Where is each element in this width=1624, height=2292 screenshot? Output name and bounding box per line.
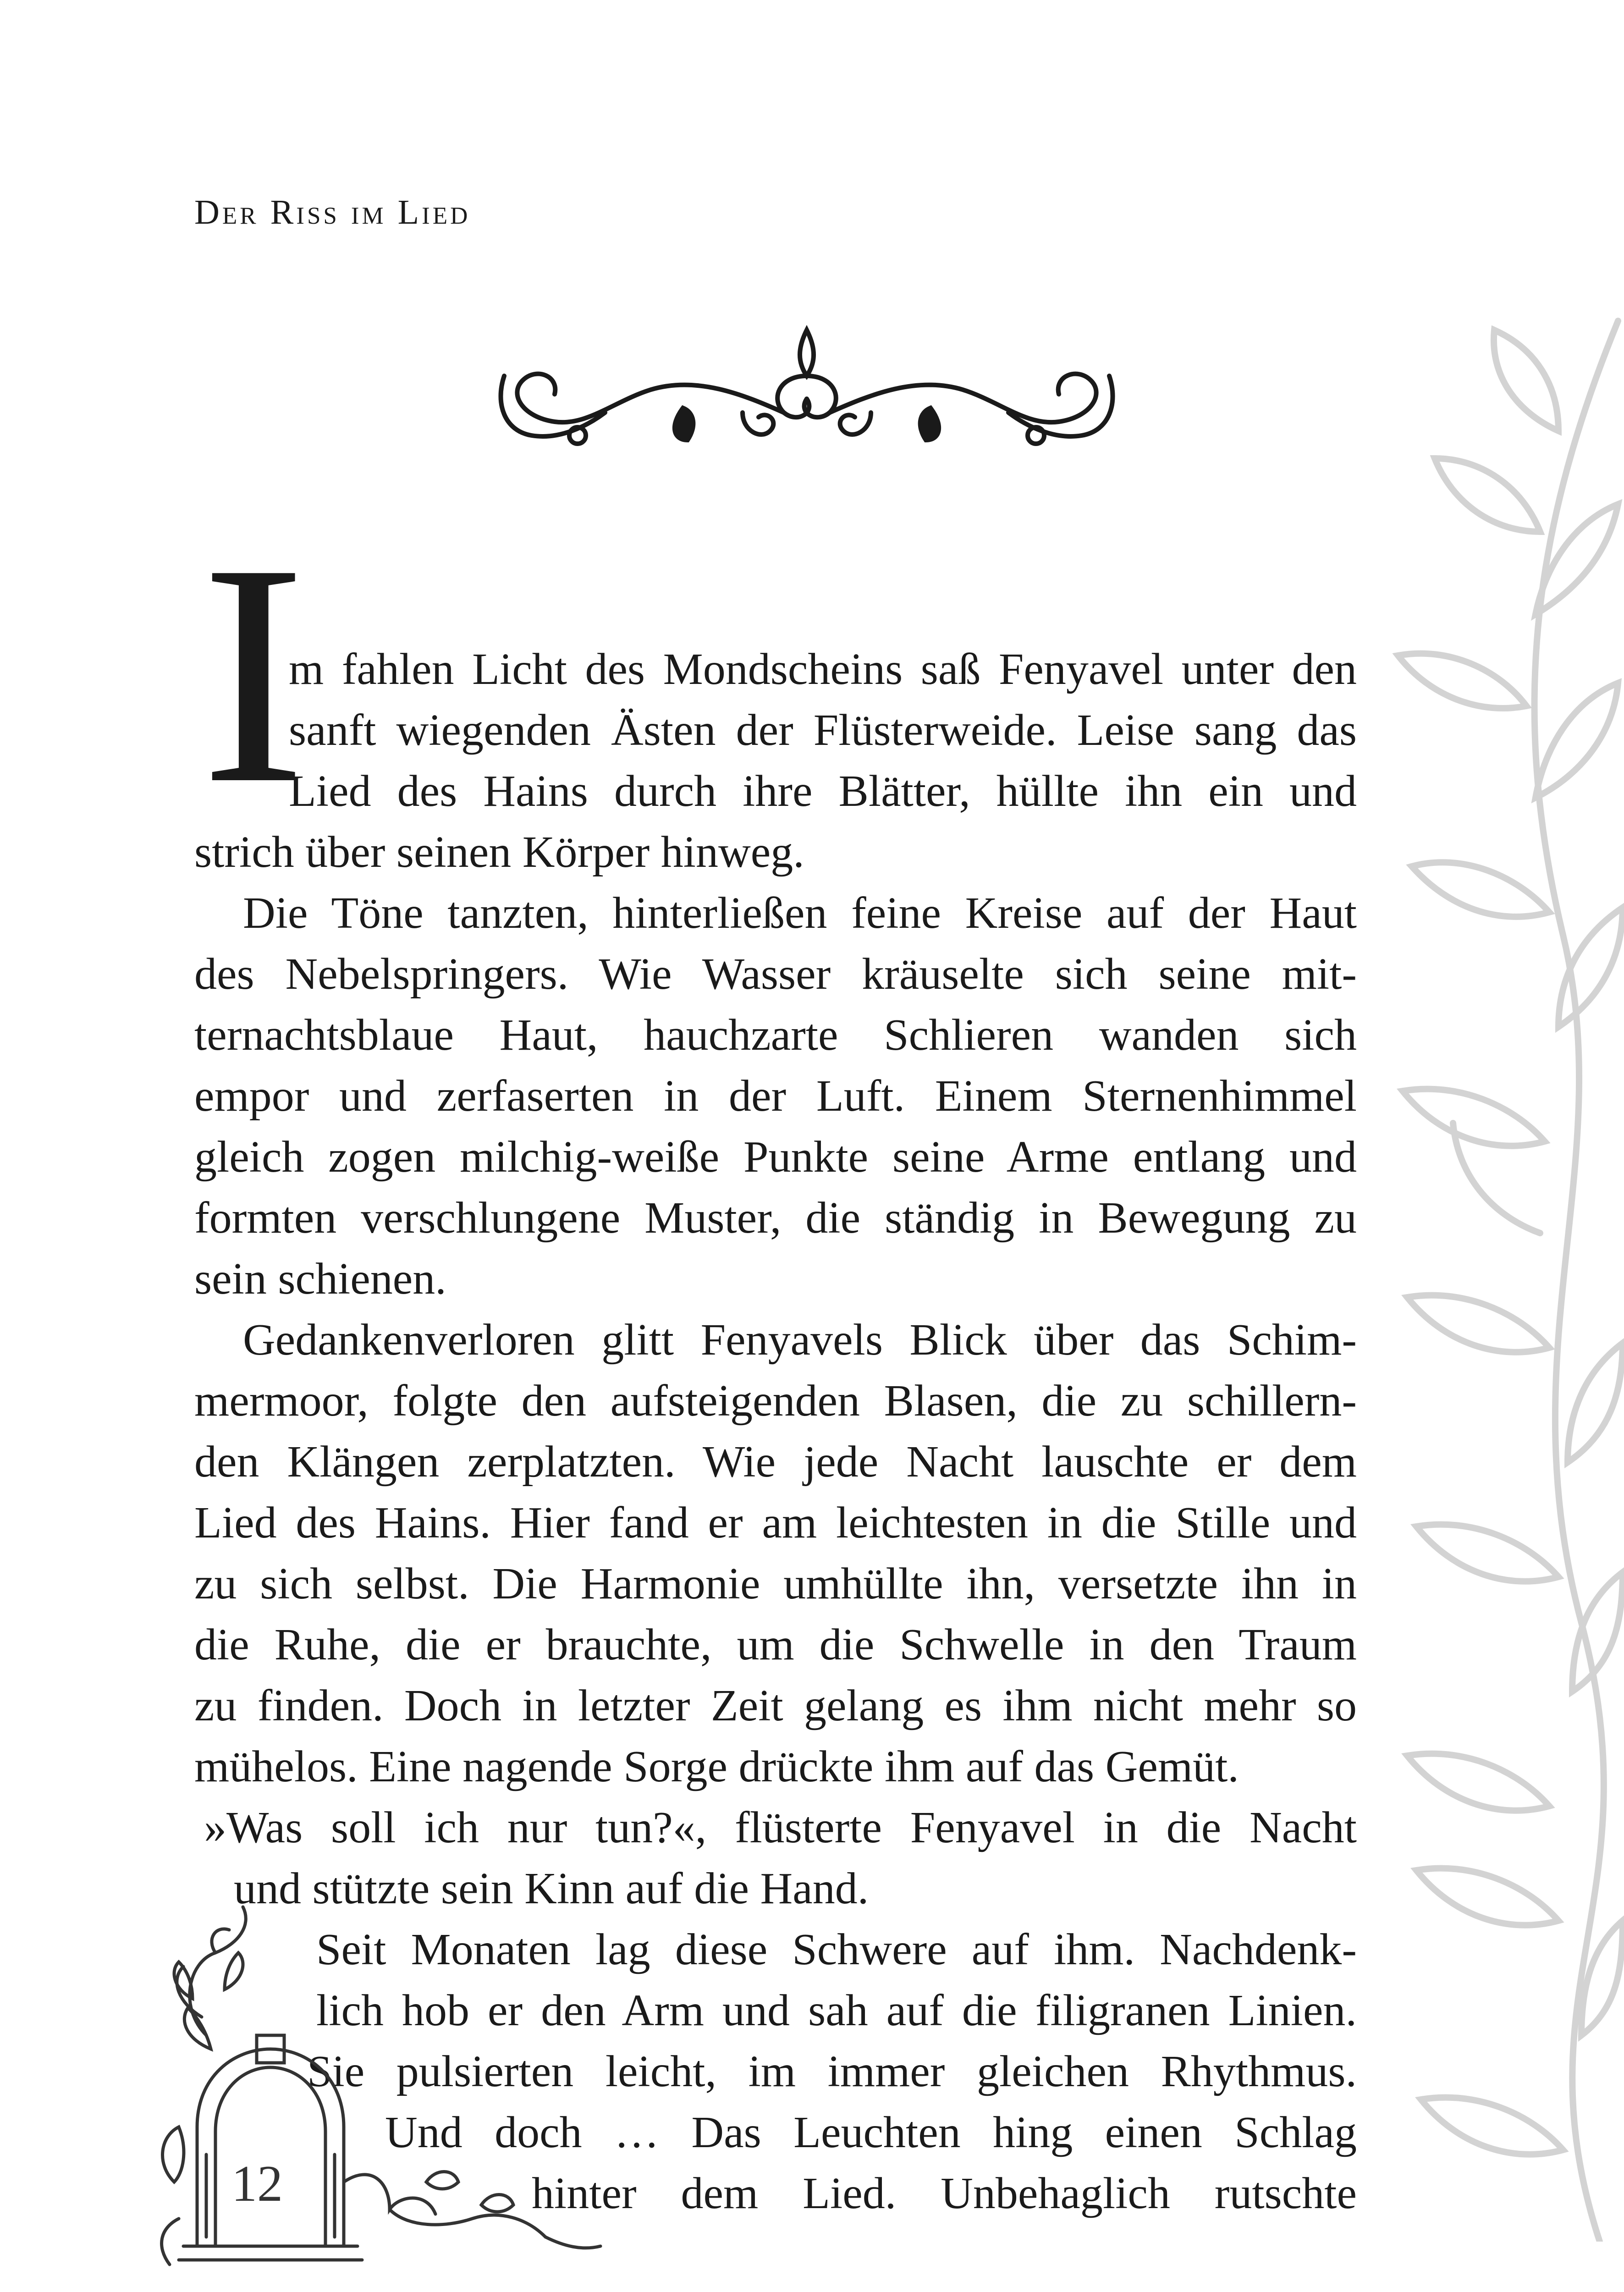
text-line: gleich zogen milchig-weiße Punkte seine Arme entlang und [194,1132,1357,1182]
text-line: zu sich selbst. Die Harmonie umhüllte ihn, versetzte ihn in [194,1559,1357,1609]
text-line: Lied des Hains durch ihre Blätter, hüllte ihn ein und [289,766,1357,816]
leaf-branch-decoration [1343,293,1624,2242]
text-line: und stützte sein Kinn auf die Hand. [234,1864,869,1913]
text-line: hinter dem Lied. Unbehaglich rutschte [532,2169,1357,2218]
text-line: die Ruhe, die er brauchte, um die Schwelle in den Traum [194,1620,1357,1669]
text-line: ternachtsblaue Haut, hauchzarte Schlieren wanden sich [194,1010,1357,1060]
text-line: sanft wiegenden Ästen der Flüsterweide. Leise sang das [289,705,1357,755]
text-line: Gedankenverloren glitt Fenyavels Blick über das Schim- [243,1315,1357,1365]
text-line: des Nebelspringers. Wie Wasser kräuselte sich seine mit- [194,949,1357,999]
text-line: formten verschlungene Muster, die ständig in Bewegung zu [194,1193,1357,1243]
text-line: »Was soll ich nur tun?«, flüsterte Fenyavel in die Nacht [204,1803,1357,1852]
text-line: Seit Monaten lag diese Schwere auf ihm. Nachdenk- [316,1925,1357,1974]
text-line: zu finden. Doch in letzter Zeit gelang es ihm nicht mehr so [194,1681,1357,1730]
text-line: Und doch … Das Leuchten hing einen Schlag [385,2108,1357,2157]
drop-cap: I [201,499,306,849]
scroll-ornament [486,321,1128,458]
text-line: den Klängen zerplatzten. Wie jede Nacht lauschte er dem [194,1437,1357,1487]
text-line: mühelos. Eine nagende Sorge drückte ihm auf das Gemüt. [194,1742,1239,1791]
archway-vine-decoration [151,1898,610,2292]
text-line: strich über seinen Körper hinweg. [194,827,804,877]
page-number: 12 [231,2155,283,2212]
text-line: mermoor, folgte den aufsteigenden Blasen, die zu schillern- [194,1376,1357,1426]
text-line: m fahlen Licht des Mondscheins saß Fenyavel unter den [289,645,1357,694]
text-line: sein schienen. [194,1254,446,1304]
text-line: Lied des Hains. Hier fand er am leichtesten in die Stille und [194,1498,1357,1548]
running-head: Der Riss im Lied [194,193,471,231]
text-line: empor und zerfaserten in der Luft. Einem Sternenhimmel [194,1071,1357,1121]
text-line: Die Töne tanzten, hinterließen feine Kreise auf der Haut [243,888,1357,938]
text-line: lich hob er den Arm und sah auf die filigranen Linien. [316,1986,1357,2035]
text-line: Sie pulsierten leicht, im immer gleichen Rhythmus. [307,2047,1357,2096]
